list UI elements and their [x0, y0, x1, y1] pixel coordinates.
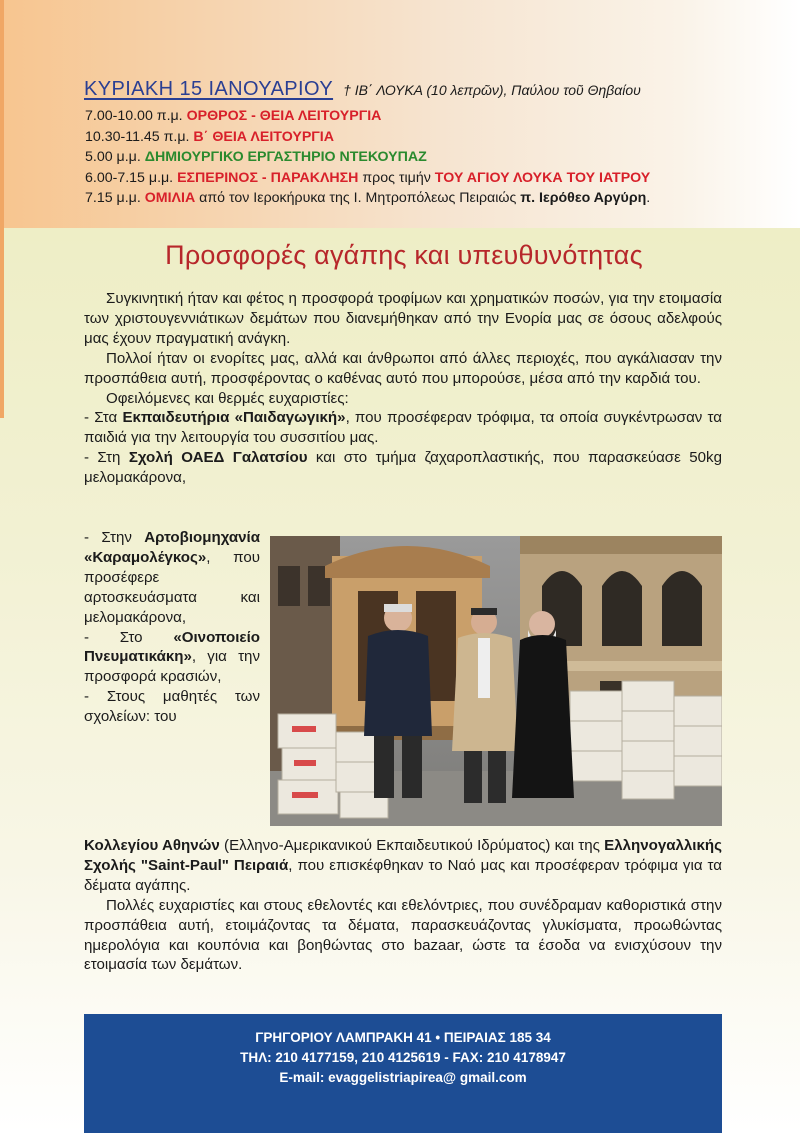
thanks-item-1-name: Εκπαιδευτήρια «Παιδαγωγική» [122, 409, 346, 427]
schedule-heading [84, 78, 744, 106]
schedule-row-1 [85, 106, 744, 127]
thanks-item-5-name-2: Ελληνογαλλικής Σχολής "Saint-Paul" Πειραιά [84, 837, 722, 874]
row-4-time: 6.00-7.15 μ.μ. [85, 169, 174, 186]
thanks-item-3-name: Αρτοβιομηχανία «Καραμολέγκος» [84, 529, 260, 566]
thanks-item-5-name-1: Κολλεγίου Αθηνών [84, 837, 220, 854]
thanks-item-5: Κολλεγίου Αθηνών (Ελληνο-Αμερικανικού Εκπαιδευτικού Ιδρύματος) και της Ελληνογαλλικής Σχολής "Saint-Paul" Πειραιά, που επισκέφθηκαν το Ναό μας και προσέφεραν τρόφιμα για τα δέματα αγάπης. [84, 837, 722, 894]
photo-illustration [270, 536, 722, 826]
schedule-day: ΚΥΡΙΑΚΗ 15 ΙΑΝΟΥΑΡΙΟΥ [84, 78, 334, 100]
paragraph-4: Πολλές ευχαριστίες και στους εθελοντές και εθελόντριες, που συνέδραμαν καθοριστικά στην προσπάθεια αυτή, ετοιμάζοντας τα δέματα, παρασκευάζοντας γλυκίσματα, προωθώντας ημερολόγια και κουπόνια και βοηθώντας στο bazaar, ώστε τα έσοδα να ενισχύσουν την ετοιμασία των δεμάτων. [84, 896, 722, 974]
article-body-bottom [84, 836, 722, 975]
paragraph-1: Συγκινητική ήταν και φέτος η προσφορά τροφίμων και χρηματικών ποσών, για την ετοιμασία των χριστουγεννιάτικων δεμάτων που διανεμήθηκαν από την Ενορία μας σε όσους αδελφούς μας έχουν πραγματική ανάγκη. [84, 290, 722, 347]
thanks-item-5-start: - Στους μαθητές των σχολείων: του [84, 688, 260, 726]
paragraph-2: Πολλοί ήταν οι ενορίτες μας, αλλά και άνθρωποι από άλλες περιοχές, που αγκάλιασαν την προσπάθεια αυτή, προσφέροντας ο καθένας αυτό που μπορούσε, μέσα από την καρδιά του. [84, 349, 722, 387]
row-5-event: ΟΜΙΛΙΑ [144, 190, 196, 207]
left-accent-strip [0, 0, 4, 418]
thanks-item-2: - Στη Σχολή ΟΑΕΔ Γαλατσίου και στο τμήμα ζαχαροπλαστικής, που παρασκεύασε 50kg μελομακάρονα, [84, 449, 722, 487]
row-5-connector: από τον Ιεροκήρυκα της Ι. Μητροπόλεως Πειραιώς [199, 190, 517, 207]
article-title: Προσφορές αγάπης και υπευθυνότητας [165, 240, 643, 270]
footer-email: E-mail: evaggelistriapirea@ gmail.com [279, 1070, 527, 1085]
footer-address: ΓΡΗΓΟΡΙΟΥ ΛΑΜΠΡΑΚΗ 41 • ΠΕΙΡΑΙΑΣ 185 34 [255, 1030, 551, 1045]
row-3-time: 5.00 μ.μ. [85, 149, 141, 166]
schedule-row-4 [85, 168, 744, 189]
row-1-event: ΟΡΘΡΟΣ - ΘΕΙΑ ΛΕΙΤΟΥΡΓΙΑ [186, 108, 382, 124]
row-4-saint: ΤΟΥ ΑΓΙΟΥ ΛΟΥΚΑ ΤΟΥ ΙΑΤΡΟΥ [434, 169, 651, 186]
row-4-event: ΕΣΠΕΡΙΝΟΣ - ΠΑΡΑΚΛΗΣΗ [177, 169, 359, 186]
schedule-row-5: 7.15 μ.μ. ΟΜΙΛΙΑ από τον Ιεροκήρυκα της Ι. Μητροπόλεως Πειραιώς π. Ιερόθεο Αργύρη. [85, 190, 651, 207]
footer-phones: ΤΗΛ: 210 4177159, 210 4125619 - FAX: 210 4178947 [240, 1050, 566, 1065]
thanks-item-4: - Στο «Οινοποιείο Πνευματικάκη», για την προσφορά κρασιών, [84, 628, 260, 686]
contact-footer [84, 1014, 722, 1133]
thanks-item-2-name: Σχολή ΟΑΕΔ Γαλατσίου [128, 449, 308, 467]
article-side-column [84, 528, 260, 727]
row-1-time: 7.00-10.00 π.μ. [85, 108, 183, 124]
row-3-event: ΔΗΜΙΟΥΡΓΙΚΟ ΕΡΓΑΣΤΗΡΙΟ ΝΤΕΚΟΥΠΑΖ [144, 149, 427, 166]
thanks-item-1: - Στα Εκπαιδευτήρια «Παιδαγωγική», που προσέφεραν τρόφιμα, τα οποία συγκέντρωσαν τα παιδιά για την λειτουργία του συσσιτίου μας. [84, 409, 722, 447]
schedule-saint: † ΙΒ΄ ΛΟΥΚΑ (10 λεπρῶν), Παύλου τοῦ Θηβαίου [343, 82, 641, 98]
row-4-connector: προς τιμήν [362, 169, 431, 186]
row-5-speaker: π. Ιερόθεο Αργύρη [520, 190, 647, 207]
thanks-item-3: - Στην Αρτοβιομηχανία «Καραμολέγκος», που προσέφερε αρτοσκευάσματα και μελομακάρονα, [84, 529, 260, 626]
row-5-time: 7.15 μ.μ. [85, 190, 141, 207]
row-2-time: 10.30-11.45 π.μ. [85, 128, 190, 145]
paragraph-3: Οφειλόμενες και θερμές ευχαριστίες: [106, 389, 349, 407]
donation-photo [270, 536, 722, 826]
schedule-row-2 [85, 127, 744, 148]
article-body-top [84, 289, 722, 488]
row-2-event: Β΄ ΘΕΙΑ ΛΕΙΤΟΥΡΓΙΑ [193, 128, 334, 145]
service-schedule [84, 78, 744, 209]
schedule-row-3 [85, 147, 744, 168]
thanks-item-4-name: «Οινοποιείο Πνευματικάκη» [84, 628, 260, 666]
